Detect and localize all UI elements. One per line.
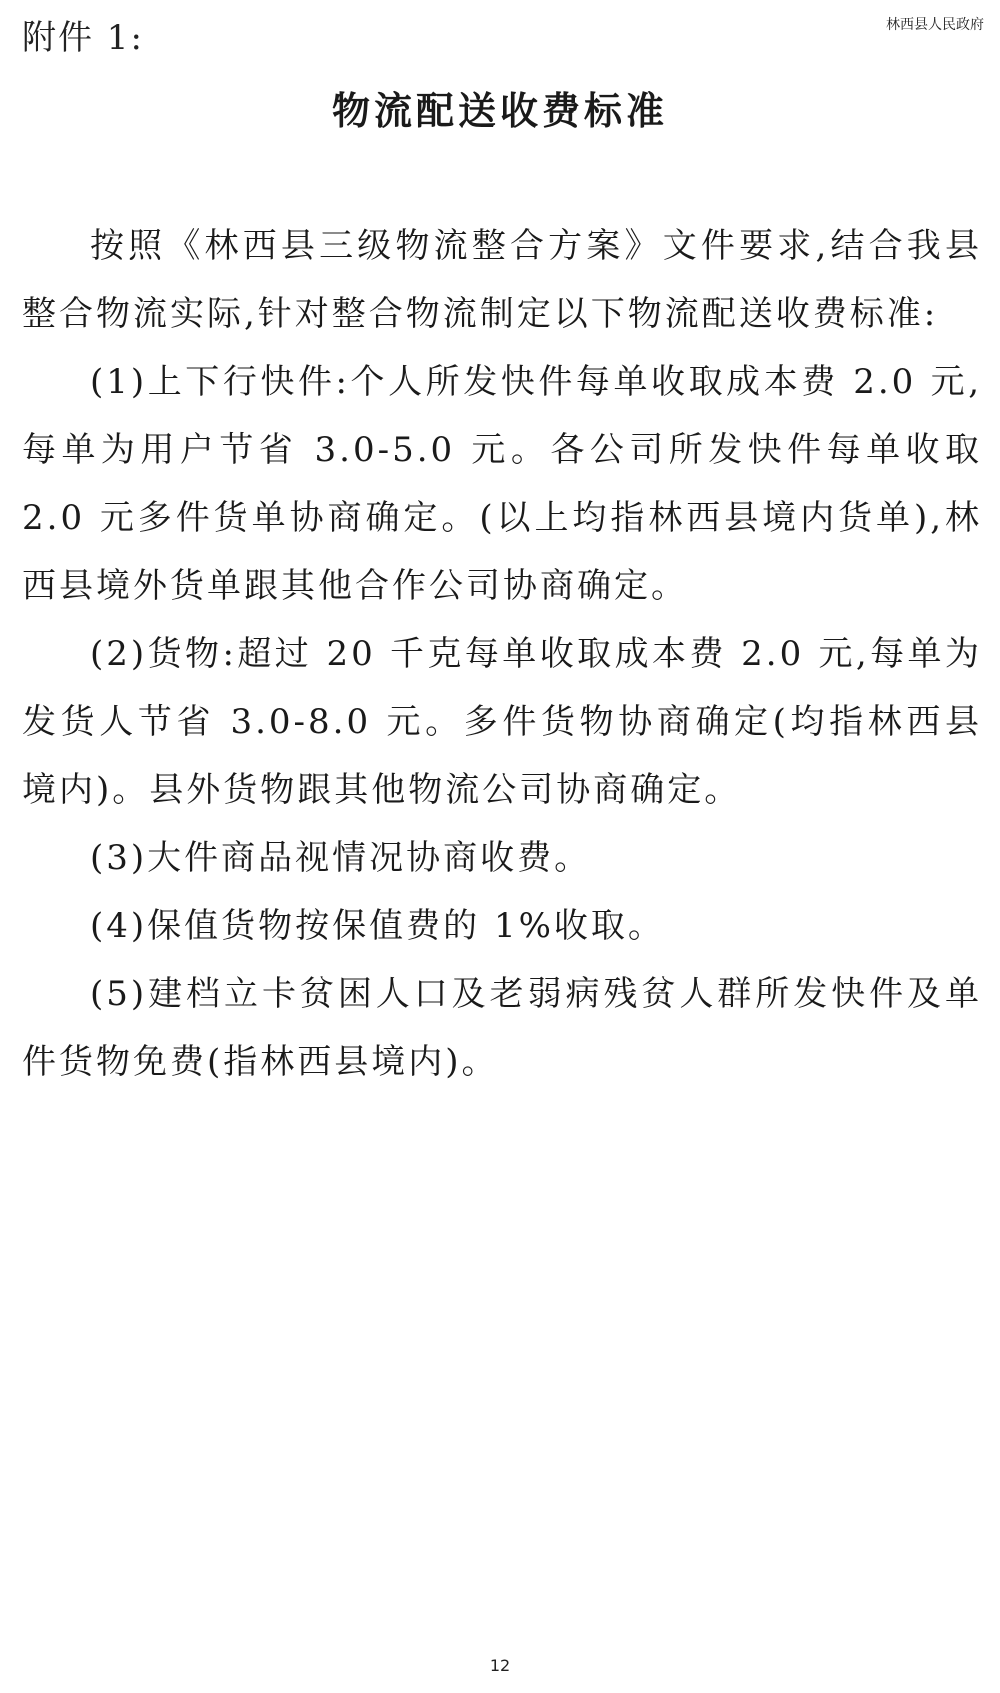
item-2-goods: (2)货物:超过 20 千克每单收取成本费 2.0 元,每单为发货人节省 3.0-8.0 元。多件货物协商确定(均指林西县境内)。县外货物跟其他物流公司协商确定。 bbox=[22, 634, 982, 810]
item-5-poverty-exemption: (5)建档立卡贫困人口及老弱病残贫人群所发快件及单件货物免费(指林西县境内)。 bbox=[22, 974, 982, 1082]
item-1-express-parcels: (1)上下行快件:个人所发快件每单收取成本费 2.0 元,每单为用户节省 3.0-5.0 元。各公司所发快件每单收取 2.0 元多件货单协商确定。(以上均指林西县境内货单),林西县境外货单跟其他合作公司协商确定。 bbox=[22, 362, 982, 606]
page-number: 12 bbox=[489, 1656, 511, 1675]
attachment-label: 附件 1: bbox=[22, 18, 144, 58]
document-body bbox=[22, 212, 982, 1096]
issuer-watermark: 林西县人民政府 bbox=[886, 17, 984, 33]
item-3-large-goods: (3)大件商品视情况协商收费。 bbox=[90, 838, 592, 878]
intro-paragraph: 按照《林西县三级物流整合方案》文件要求,结合我县整合物流实际,针对整合物流制定以下物流配送收费标准: bbox=[22, 226, 982, 334]
document-title: 物流配送收费标准 bbox=[331, 88, 668, 133]
item-4-insured-goods: (4)保值货物按保值费的 1%收取。 bbox=[90, 906, 665, 946]
